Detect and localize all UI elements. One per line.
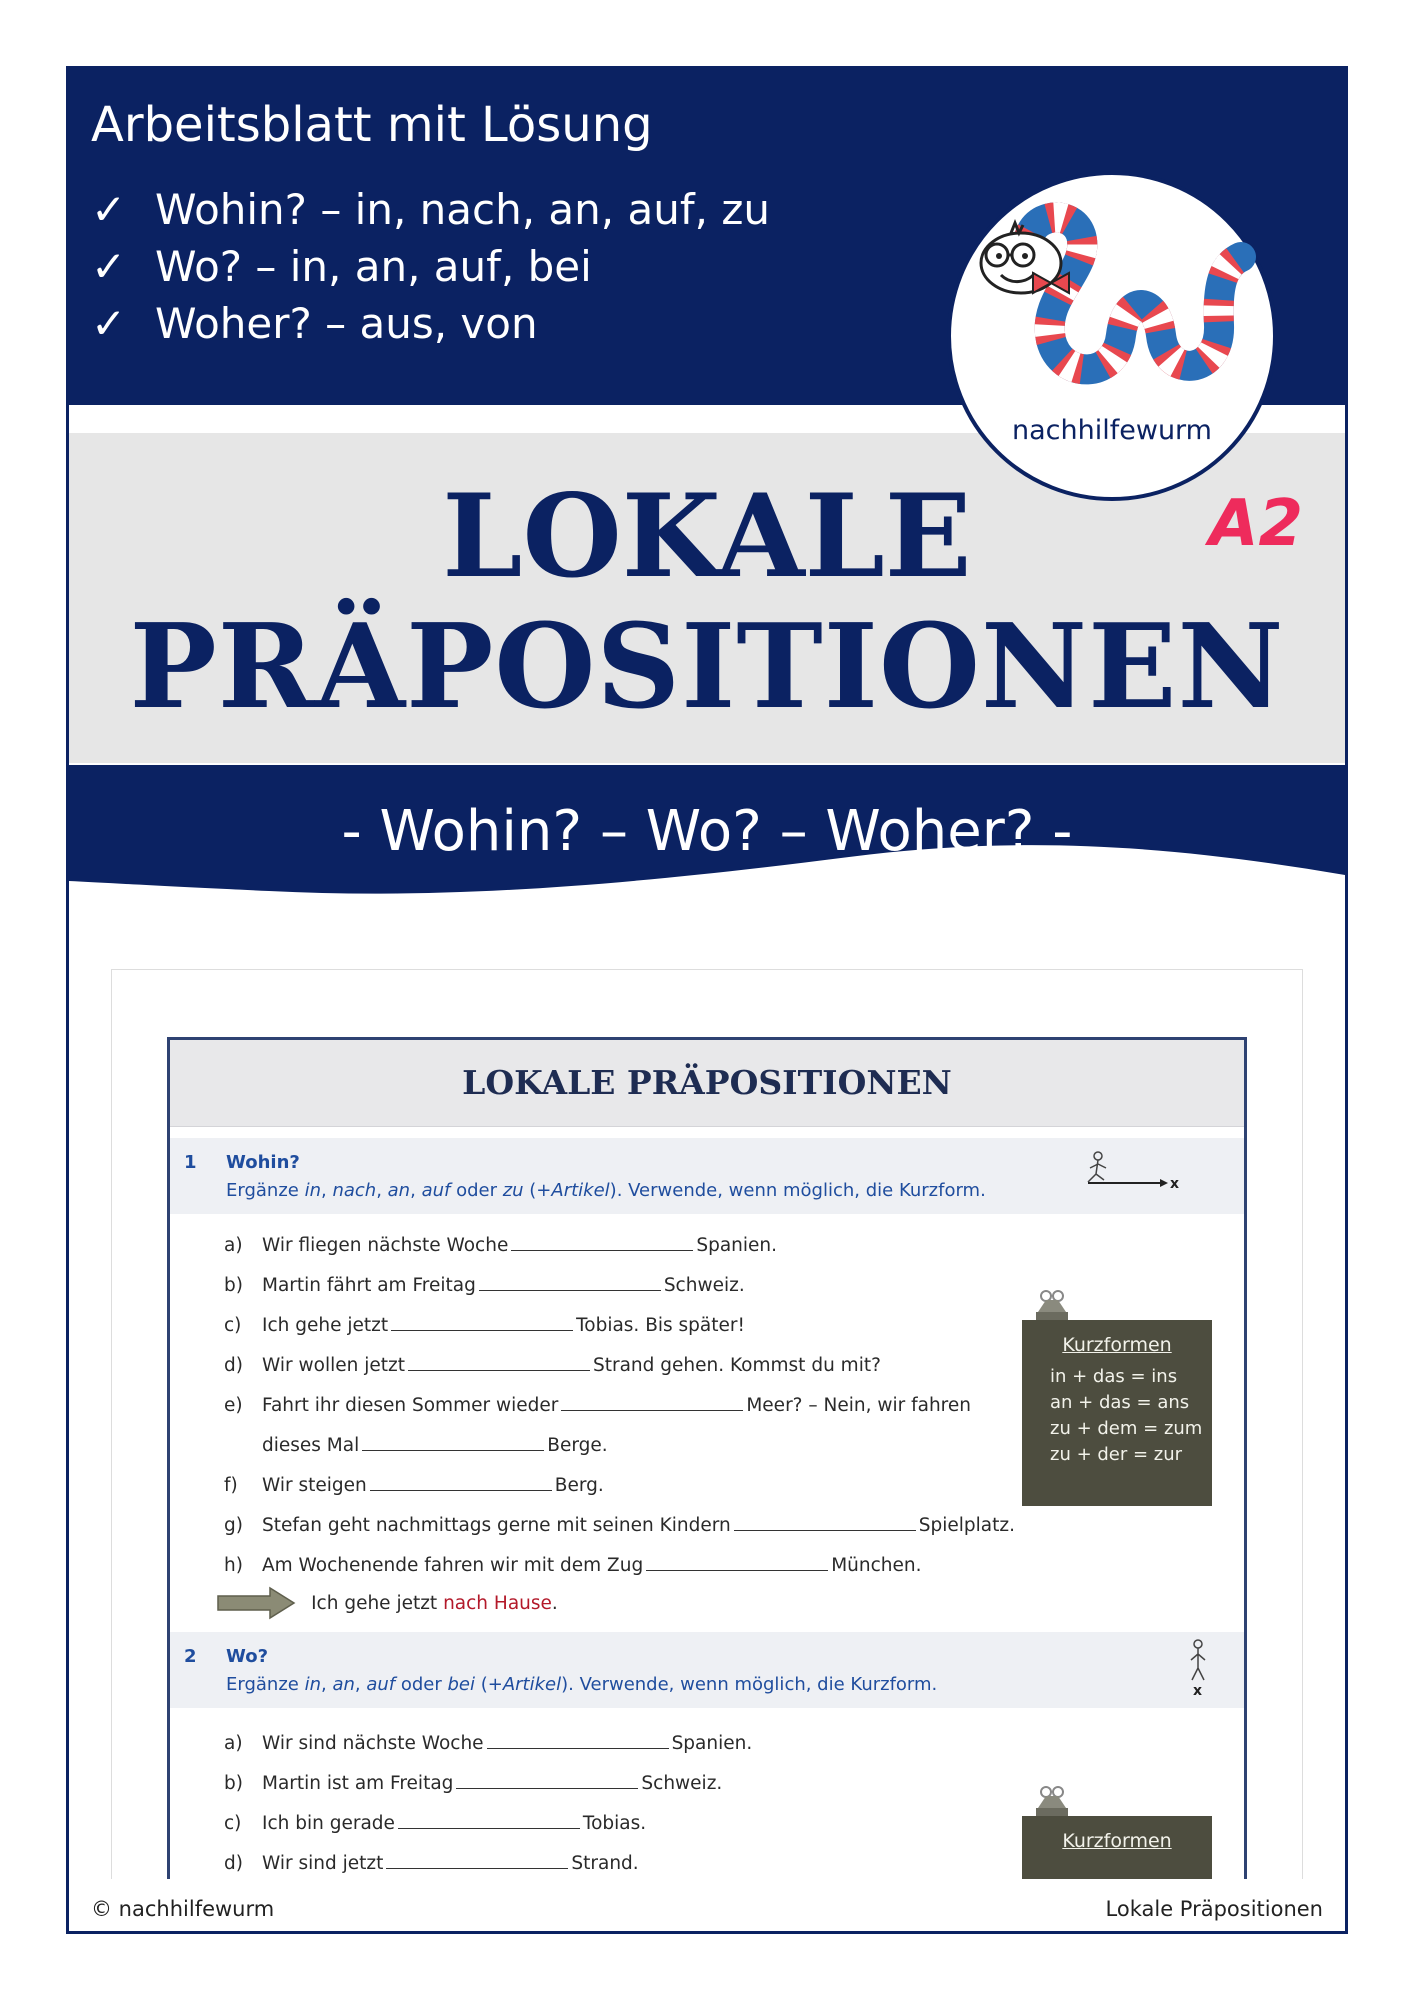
exercise-item: a) Wir fliegen nächste Woche Spanien.: [224, 1232, 777, 1256]
kurzformen-box: [1022, 1320, 1212, 1506]
hint-text: Ich gehe jetzt nach Hause.: [311, 1592, 558, 1614]
logo: [947, 171, 1277, 501]
logo-name: nachhilfewurm: [1012, 415, 1212, 446]
exercise-item: f) Wir steigen Berg.: [224, 1472, 604, 1496]
answer-blank[interactable]: [561, 1392, 743, 1411]
footer: [69, 1879, 1345, 1934]
main-title-line1: LOKALE: [442, 469, 972, 603]
answer-blank[interactable]: [362, 1432, 544, 1451]
header-title: Arbeitsblatt mit Lösung: [91, 97, 653, 153]
worm-logo-icon: [951, 175, 1273, 415]
section-question: Wo?: [226, 1646, 269, 1667]
answer-blank[interactable]: [734, 1512, 916, 1531]
arrow-right-icon: [216, 1586, 296, 1620]
footer-copyright: © nachhilfewurm: [91, 1897, 275, 1921]
answer-blank[interactable]: [479, 1272, 661, 1291]
section-instruction: Ergänze in, an, auf oder bei (+Artikel). Verwende, wenn möglich, die Kurzform.: [226, 1674, 938, 1695]
hint-row: [216, 1586, 558, 1620]
answer-blank[interactable]: [386, 1850, 568, 1869]
answer-blank[interactable]: [456, 1770, 638, 1789]
section-header: [170, 1632, 1244, 1708]
check-icon: ✓: [91, 299, 127, 348]
exercise-item: g) Stefan geht nachmittags gerne mit seinen Kindern Spielplatz.: [224, 1512, 1015, 1536]
checklist-item: ✓ Wohin? – in, nach, an, auf, zu: [91, 181, 770, 238]
exercise-item: d) Wir wollen jetzt Strand gehen. Kommst du mit?: [224, 1352, 881, 1376]
standing-person-icon: [1186, 1638, 1210, 1698]
section-instruction: Ergänze in, nach, an, auf oder zu (+Artikel). Verwende, wenn möglich, die Kurzform.: [226, 1180, 986, 1201]
worksheet-preview: [167, 1037, 1247, 1934]
answer-blank[interactable]: [408, 1352, 590, 1371]
answer-blank[interactable]: [370, 1472, 552, 1491]
answer-blank[interactable]: [646, 1552, 828, 1571]
exercise-item: h) Am Wochenende fahren wir mit dem Zug München.: [224, 1552, 921, 1576]
cover-page: [66, 66, 1348, 1934]
worksheet-title: LOKALE PRÄPOSITIONEN: [170, 1040, 1244, 1127]
section-question: Wohin?: [226, 1152, 300, 1173]
exercise-item: c) Ich gehe jetzt Tobias. Bis später!: [224, 1312, 745, 1336]
exercise-item: b) Martin fährt am Freitag Schweiz.: [224, 1272, 745, 1296]
answer-blank[interactable]: [391, 1312, 573, 1331]
footer-title: Lokale Präpositionen: [1105, 1897, 1323, 1921]
answer-blank[interactable]: [511, 1232, 693, 1251]
exercise-item: c) Ich bin gerade Tobias.: [224, 1810, 646, 1834]
main-title-line2: PRÄPOSITIONEN: [129, 599, 1285, 735]
exercise-item: d) Wir sind jetzt Strand.: [224, 1850, 639, 1874]
walking-arrow-icon: [1078, 1150, 1188, 1200]
section-number: 2: [184, 1646, 197, 1667]
section-number: 1: [184, 1152, 197, 1173]
exercise-item: a) Wir sind nächste Woche Spanien.: [224, 1730, 752, 1754]
subtitle: - Wohin? – Wo? – Woher? -: [341, 799, 1073, 864]
kurzformen-line: zu + der = zur: [1050, 1444, 1183, 1465]
exercise-item: e) Fahrt ihr diesen Sommer wieder Meer? – Nein, wir fahren: [224, 1392, 971, 1416]
kurzformen-line: zu + dem = zum: [1050, 1418, 1203, 1439]
answer-blank[interactable]: [487, 1730, 669, 1749]
kurzformen-line: in + das = ins: [1050, 1366, 1178, 1387]
kurzformen-title: Kurzformen: [1062, 1334, 1172, 1356]
exercise-item: b) Martin ist am Freitag Schweiz.: [224, 1770, 722, 1794]
section-header: [170, 1138, 1244, 1214]
kurzformen-title: Kurzformen: [1062, 1830, 1172, 1852]
answer-blank[interactable]: [398, 1810, 580, 1829]
checklist-item: ✓ Woher? – aus, von: [91, 295, 770, 352]
checklist-item: ✓ Wo? – in, an, auf, bei: [91, 238, 770, 295]
svg-text:x: x: [1193, 1683, 1203, 1698]
level-badge: A2: [1209, 487, 1304, 561]
check-icon: ✓: [91, 242, 127, 291]
checklist: [91, 181, 770, 352]
svg-text:x: x: [1170, 1176, 1180, 1192]
exercise-item-continuation: dieses Mal Berge.: [262, 1432, 608, 1456]
check-icon: ✓: [91, 185, 127, 234]
kurzformen-line: an + das = ans: [1050, 1392, 1190, 1413]
